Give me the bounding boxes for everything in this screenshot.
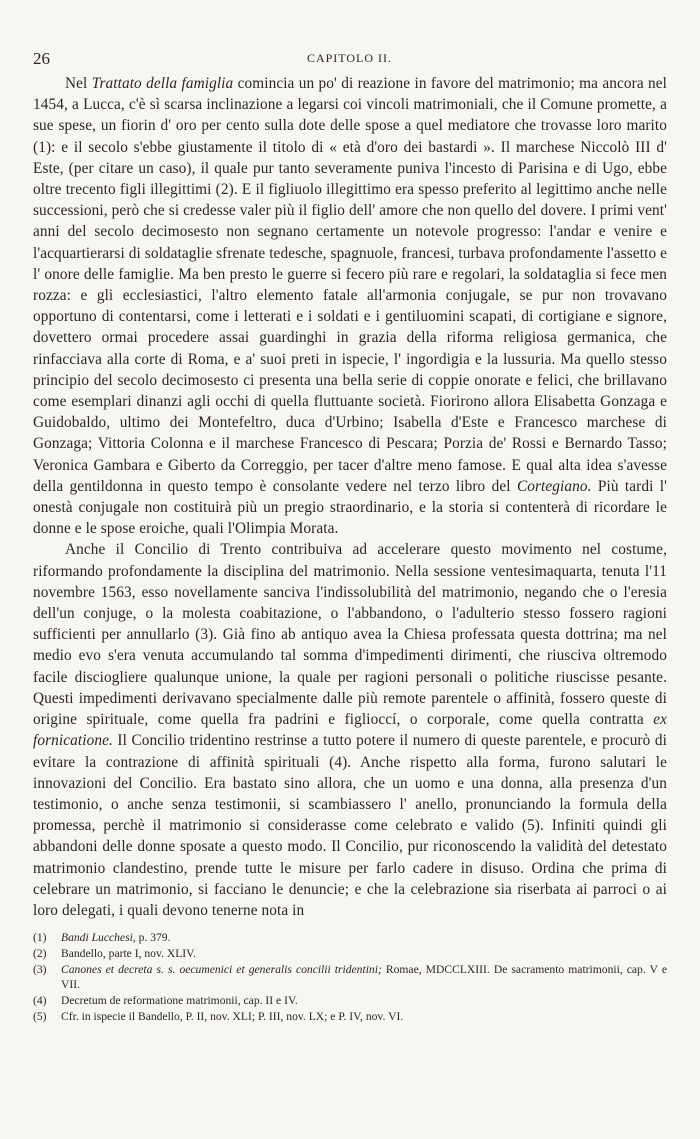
footnote-text bbox=[61, 1010, 403, 1023]
text-run: Anche il Concilio di Trento contribuiva ad accelerare questo movimento nel costume, riformando profondamente la disciplina del matrimonio. Nella sessione ventesimaquarta, tenuta l'11 novembre 1563, esso novellamente sanciva l'indissolubilità del matrimonio, negando che o l'eresia dell'un conjuge, o la molesta coabitazione, o l'abbandono, o l'adulterio stesso fossero ragioni sufficienti per annullarlo (3). Già fino ab antiquo avea la Chiesa professata questa dottrina; ma nel medio evo s'era venuta accumulando tal somma d'impedimenti dirimenti, che riusciva oltremodo facile disciogliere qualunque unione, la quale per ragioni personali o politiche riuscisse pesante. Questi impedimenti derivavano specialmente dalle più remote parentele o affinità, fossero queste di origine spirituale, come quella fra padrini e figlioccí, o corporale, come quella contratta bbox=[33, 541, 667, 729]
italic-run: Bandi Lucchesi, bbox=[61, 931, 136, 944]
footnote bbox=[33, 1009, 667, 1025]
italic-run: Canones et decreta s. s. oecumenici et generalis concilii tridentini; bbox=[61, 962, 382, 976]
footnote-number: (4) bbox=[33, 994, 47, 1008]
body-text bbox=[33, 73, 667, 921]
footnote-text bbox=[61, 994, 298, 1007]
text-run: Più tardi l' onestà conjugale non costituirà più un pregio straordinario, e la storia si contenterà di ricordare le donne e le spose eroiche, quali l'Olimpia Morata. bbox=[33, 477, 667, 538]
italic-run: ex fornicatione. bbox=[33, 711, 667, 750]
footnotes bbox=[33, 930, 667, 1025]
footnote-number: (5) bbox=[33, 1009, 47, 1023]
footnote-number: (2) bbox=[33, 946, 47, 960]
footnote-number: (3) bbox=[33, 962, 47, 976]
text-run: Romae, MDCCLXIII. De sacramento matrimonii, cap. V e VII. bbox=[61, 962, 667, 992]
page-number: 26 bbox=[33, 49, 50, 68]
footnote bbox=[33, 930, 667, 946]
text-run: Decretum de reformatione matrimonii, cap. II e IV. bbox=[61, 994, 298, 1008]
text-run: Nel bbox=[65, 75, 92, 92]
footnote-number: (1) bbox=[33, 931, 47, 944]
footnote-text bbox=[61, 931, 170, 944]
text-run: Cfr. in ispecie il Bandello, P. II, nov. XLI; P. III, nov. LX; e P. IV, nov. VI. bbox=[61, 1009, 404, 1023]
italic-run: Trattato della famiglia bbox=[91, 75, 234, 92]
text-run: Bandello, parte I, nov. XLIV. bbox=[61, 946, 196, 960]
footnote bbox=[33, 946, 667, 962]
paragraph bbox=[33, 73, 667, 539]
text-run: p. 379. bbox=[135, 931, 171, 944]
text-run: comincia un po' di reazione in favore del matrimonio; ma ancora nel 1454, a Lucca, c'è sì scarsa inclinazione a legarsi coi vincoli matrimoniali, che il Comune promette, a sue spese, un fiorin d' oro per cento sulla dote delle spose a quel mediatore che trovasse loro marito (1): e il secolo s'ebbe giustamente il titolo di « età d'oro dei bastardi ». Il marchese Niccolò III d' Este, (per citare un caso), il quale pur tanto severamente puniva l'incesto di Parisina e di Ugo, ebbe oltre trecento figli illegittimi (2). E il figliuolo illegittimo era spesso preferito al legittimo anche nelle successioni, però che si credesse valer più il figlio dell' amore che non quello del dovere. I primi vent' anni del secolo decimosesto non segnano certamente un notevole progresso: l'andar e venire e l'acquartierarsi di soldataglie sfrenate tedesche, spagnuole, francesi, turbava profondamente l'assetto e l' onore delle famiglie. Ma ben presto le guerre si fecero più rare e regolari, la soldataglia si fece men rozza: e gli ecclesiastici, l'altro elemento fatale all'armonia conjugale, se pur non trovavano opportuno di contentarsi, come i letterati e i soldati e i gentiluomini scapati, di cortigiane e signore, dovettero ormai procedere assai guardinghi in grazia della riforma religiosa germanica, che rinfacciava alla corte di Roma, e a' suoi preti in ispecie, l' ingordigia e la lussuria. Ma quello stesso principio del secolo decimosesto ci presenta una bella serie di coppie onorate e felici, che brillavano come esemplari dinanzi agli occhi di quella fluttuante società. Fiorirono allora Elisabetta Gonzaga e Guidobaldo, ultimo dei Montefeltro, duca d'Urbino; Isabella d'Este e Francesco marchese di Gonzaga; Vittoria Colonna e il marchese Francesco di Pescara; Porzia de' Rossi e Bernardo Tasso; Veronica Gambara e Giberto da Correggio, per tacer d'altre meno famose. E qual alta idea s'avesse della gentildonna in questo tempo è consolante vedere nel terzo libro del bbox=[33, 75, 668, 495]
footnote bbox=[33, 993, 667, 1009]
footnote-text bbox=[61, 947, 196, 960]
italic-run: Cortegiano. bbox=[516, 477, 592, 495]
running-head bbox=[33, 49, 666, 69]
footnote-text bbox=[61, 963, 667, 992]
footnote bbox=[33, 962, 667, 994]
chapter-title: CAPITOLO II. bbox=[306, 51, 393, 65]
text-run: Il Concilio tridentino restrinse a tutto potere il numero di queste parentele, e procurò di evitare la contrazione di affinità spirituali (4). Anche rispetto alla forma, furono salutari le innovazioni del Concilio. Era bastato sino allora, che un uomo e una donna, alla presenza d'un testimonio, o anche senza testimonii, si scambiassero l' anello, pronunciando la formula della promessa, perchè il matrimonio si considerasse come celebrato e valido (5). Infiniti quindi gli abbandoni delle donne sposate a questo modo. Il Concilio, pur riconoscendo la validità del detestato matrimonio clandestino, prende tutte le misure per farlo cadere in disuso. Ordina che prima di celebrare un matrimonio, si facciano le denuncie; e che la celebrazione sia riserbata ai parroci o ai loro delegati, i quali devono tenerne nota in bbox=[33, 732, 667, 919]
paragraph bbox=[33, 539, 667, 921]
